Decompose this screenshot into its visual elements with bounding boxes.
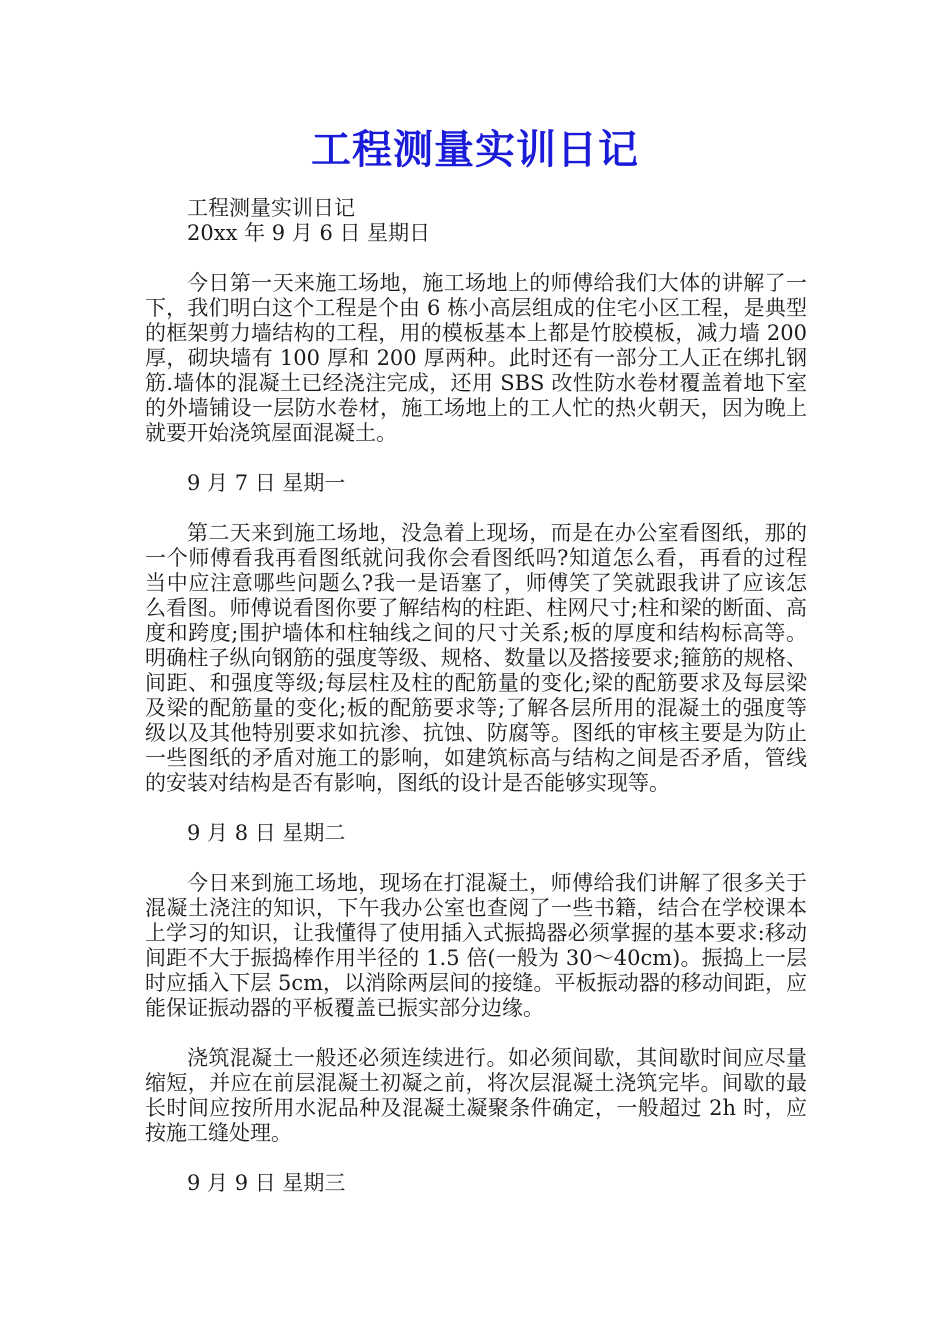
- entry-date: 9 月 9 日 星期三: [187, 1171, 346, 1195]
- paragraph: 浇筑混凝土一般还必须连续进行。如必须间歇，其间歇时间应尽量缩短，并应在前层混凝土初凝之前，将次层混凝土浇筑完毕。间歇的最长时间应按所用水泥品种及混凝土凝聚条件确定，一般超过 2h 时，应按施工缝处理。: [145, 1046, 807, 1145]
- entry-date: 9 月 7 日 星期一: [187, 471, 346, 495]
- paragraph: 第二天来到施工场地，没急着上现场，而是在办公室看图纸，那的一个师傅看我再看图纸就问我你会看图纸吗?知道怎么看，再看的过程当中应注意哪些问题么?我一是语塞了，师傅笑了笑就跟我讲了应该怎么看图。师傅说看图你要了解结构的柱距、柱网尺寸;柱和梁的断面、高度和跨度;围护墙体和柱轴线之间的尺寸关系;板的厚度和结构标高等。明确柱子纵向钢筋的强度等级、规格、数量以及搭接要求;箍筋的规格、间距、和强度等级;每层柱及柱的配筋量的变化;梁的配筋要求及每层梁及梁的配筋量的变化;板的配筋要求等;了解各层所用的混凝土的强度等级以及其他特别要求如抗渗、抗蚀、防腐等。图纸的审核主要是为防止一些图纸的矛盾对施工的影响，如建筑标高与结构之间是否矛盾，管线的安装对结构是否有影响，图纸的设计是否能够实现等。: [145, 521, 807, 795]
- entry-date: 20xx 年 9 月 6 日 星期日: [187, 221, 431, 245]
- subtitle: 工程测量实训日记: [187, 196, 355, 220]
- paragraph: 今日来到施工场地，现场在打混凝土，师傅给我们讲解了很多关于混凝土浇注的知识，下午我办公室也查阅了一些书籍，结合在学校课本上学习的知识，让我懂得了使用插入式振捣器必须掌握的基本要求:移动间距不大于振捣棒作用半径的 1.5 倍(一般为 30～40cm)。振捣上一层时应插入下层 5cm，以消除两层间的接缝。平板振动器的移动间距，应能保证振动器的平板覆盖已振实部分边缘。: [145, 871, 807, 1020]
- document-title: 工程测量实训日记: [311, 126, 639, 173]
- entry-date: 9 月 8 日 星期二: [187, 821, 346, 845]
- document-body: [145, 196, 807, 1196]
- paragraph: 今日第一天来施工场地，施工场地上的师傅给我们大体的讲解了一下，我们明白这个工程是个由 6 栋小高层组成的住宅小区工程，是典型的框架剪力墙结构的工程，用的模板基本上都是竹胶模板，减力墙 200 厚，砌块墙有 100 厚和 200 厚两种。此时还有一部分工人正在绑扎钢筋.墙体的混凝土已经浇注完成，还用 SBS 改性防水卷材覆盖着地下室的外墙铺设一层防水卷材，施工场地上的工人忙的热火朝天，因为晚上就要开始浇筑屋面混凝土。: [145, 271, 807, 445]
